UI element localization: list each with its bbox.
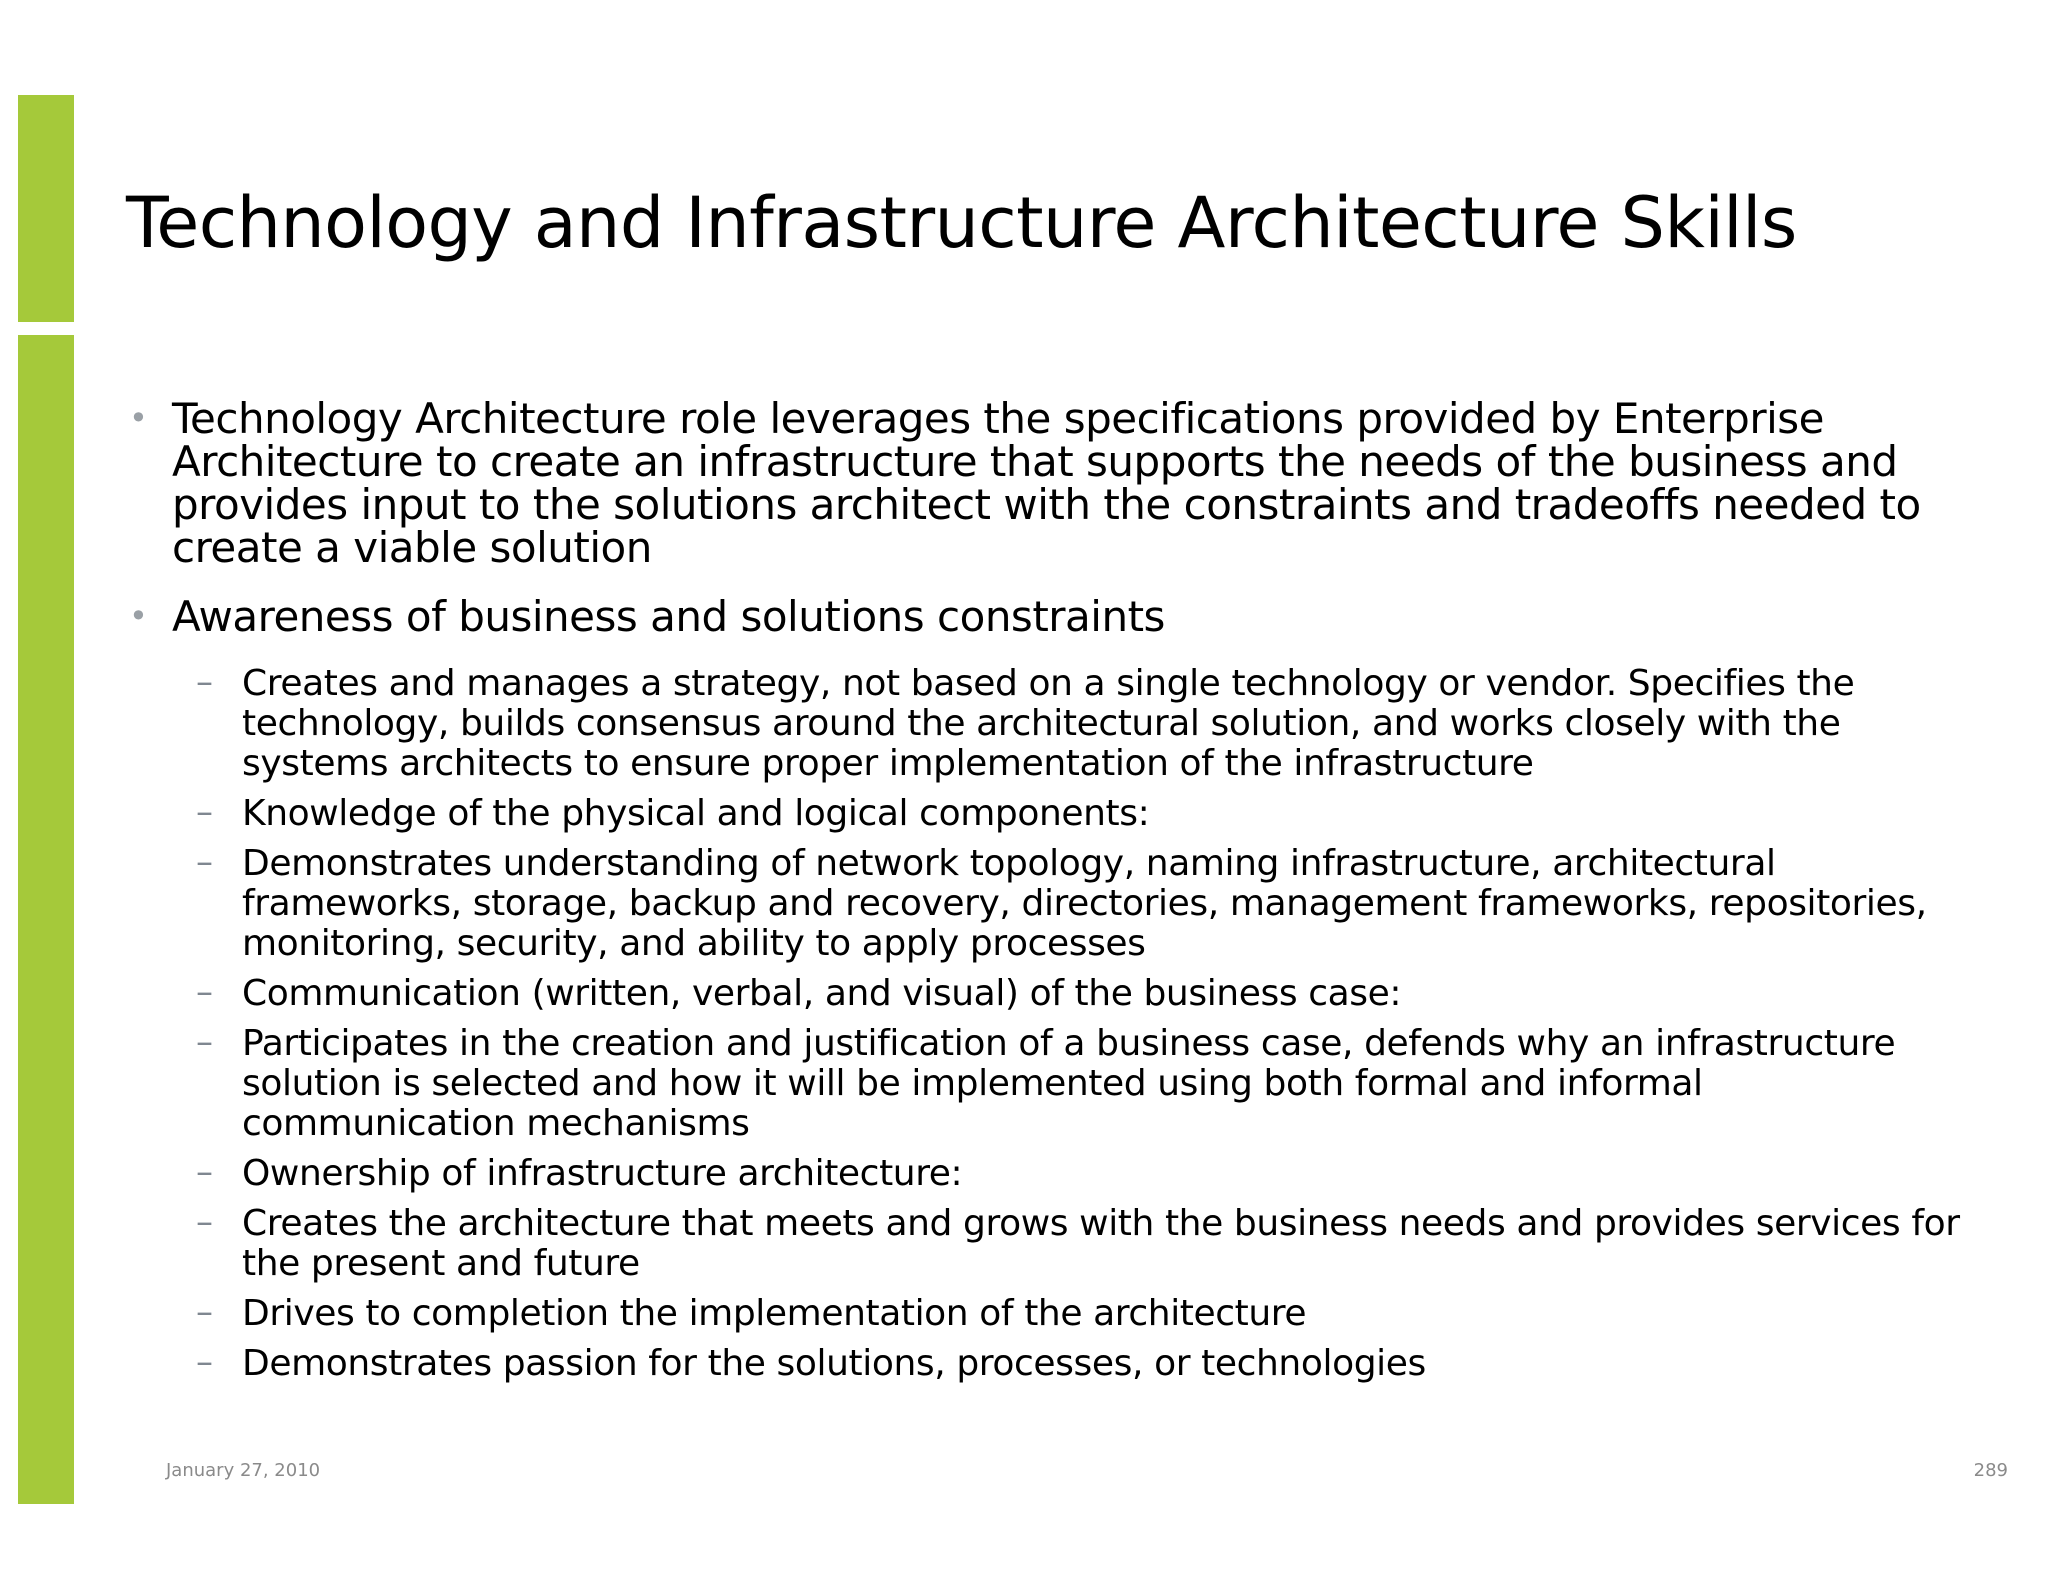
dash-icon: – (196, 1022, 213, 1062)
accent-bar-top (18, 95, 74, 322)
dash-icon: – (196, 972, 213, 1012)
dash-icon: – (196, 662, 213, 702)
bullet-item (126, 592, 1966, 641)
slide-title: Technology and Infrastructure Architecture Skills (126, 182, 1797, 264)
sub-bullet-text: Drives to completion the implementation of the architecture (242, 1293, 1307, 1334)
sub-bullet-text: Demonstrates passion for the solutions, processes, or technologies (242, 1343, 1426, 1384)
sub-bullet-text: Demonstrates understanding of network topology, naming infrastructure, architectural frameworks, storage, backup and recovery, directories, management frameworks, repositories, monitoring, security, and ability to apply processes (242, 843, 1927, 964)
sub-bullet-text: Creates the architecture that meets and grows with the business needs and provides services for the present and future (242, 1203, 1960, 1284)
dash-icon: – (196, 1152, 213, 1192)
sub-bullet-item (196, 1024, 1966, 1144)
bullet-item (126, 394, 1966, 572)
sub-bullet-item (196, 844, 1966, 964)
page-number: 289 (1973, 1460, 2008, 1481)
sub-bullet-item (196, 1344, 1966, 1384)
slide-content (126, 394, 1966, 1394)
sub-bullet-text: Ownership of infrastructure architecture: (242, 1153, 963, 1194)
bullet-text: Awareness of business and solutions constraints (172, 592, 1165, 641)
bullet-dot-icon: • (129, 597, 148, 635)
sub-bullet-text: Knowledge of the physical and logical components: (242, 793, 1150, 834)
dash-icon: – (196, 792, 213, 832)
sub-bullet-item (196, 1294, 1966, 1334)
sub-bullet-text: Communication (written, verbal, and visual) of the business case: (242, 973, 1402, 1014)
sub-bullet-item (196, 1154, 1966, 1194)
footer-date: January 27, 2010 (166, 1460, 321, 1481)
dash-icon: – (196, 1292, 213, 1332)
dash-icon: – (196, 1342, 213, 1382)
sub-bullet-item (196, 1204, 1966, 1284)
sub-bullet-text: Creates and manages a strategy, not based on a single technology or vendor. Specifies the technology, builds consensus around the architectural solution, and works closely with the systems architects to ensure proper implementation of the infrastructure (242, 663, 1855, 784)
sub-bullet-item (196, 664, 1966, 784)
bullet-text: Technology Architecture role leverages the specifications provided by Enterprise Architecture to create an infrastructure that supports the needs of the business and provides input to the solutions architect with the constraints and tradeoffs needed to create a viable solution (172, 394, 1921, 572)
dash-icon: – (196, 842, 213, 882)
sub-bullet-list (196, 664, 1966, 1384)
accent-bar-bottom (18, 335, 74, 1504)
bullet-dot-icon: • (129, 399, 148, 437)
dash-icon: – (196, 1202, 213, 1242)
sub-bullet-item (196, 974, 1966, 1014)
sub-bullet-item (196, 794, 1966, 834)
sub-bullet-text: Participates in the creation and justification of a business case, defends why an infrastructure solution is selected and how it will be implemented using both formal and informal communication mechanisms (242, 1023, 1896, 1144)
